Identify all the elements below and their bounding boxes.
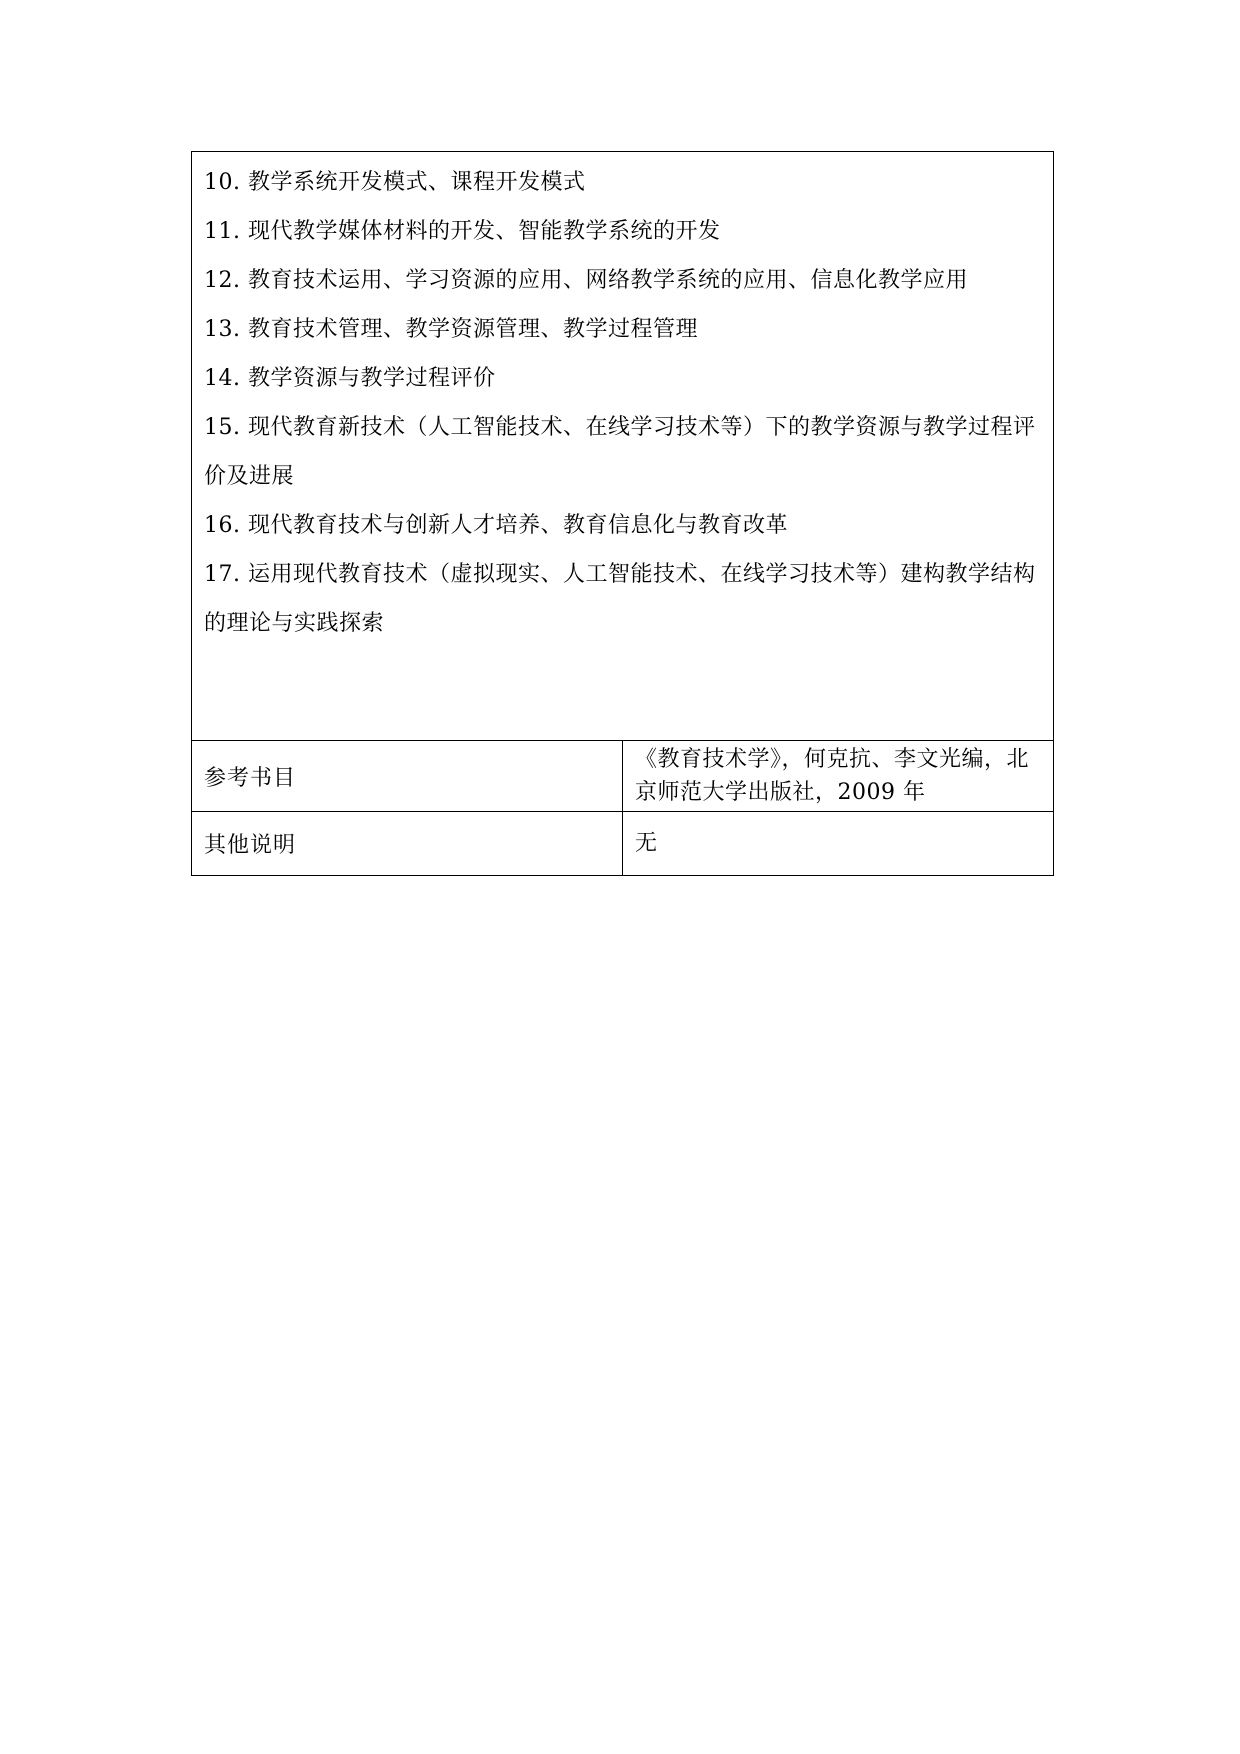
topic-item: 12. 教育技术运用、学习资源的应用、网络教学系统的应用、信息化教学应用 (204, 268, 968, 293)
topic-item: 11. 现代教学媒体材料的开发、智能教学系统的开发 (204, 219, 721, 244)
topic-item: 14. 教学资源与教学过程评价 (204, 366, 496, 391)
topics-row (192, 152, 1054, 741)
reference-row (192, 741, 1054, 812)
topics-cell (192, 152, 1054, 741)
syllabus-table (191, 151, 1054, 876)
topics-list (192, 152, 1053, 648)
other-value: 无 (623, 812, 1054, 876)
topic-item: 13. 教育技术管理、教学资源管理、教学过程管理 (204, 317, 698, 342)
topic-item: 17. 运用现代教育技术（虚拟现实、人工智能技术、在线学习技术等）建构教学结构的理论与实践探索 (204, 562, 1036, 636)
reference-value: 《教育技术学》，何克抗、李文光编，北京师范大学出版社，2009 年 (623, 741, 1054, 812)
other-row (192, 812, 1054, 876)
topic-item: 15. 现代教育新技术（人工智能技术、在线学习技术等）下的教学资源与教学过程评价及进展 (204, 415, 1036, 489)
other-label: 其他说明 (192, 812, 623, 876)
topic-item: 16. 现代教育技术与创新人才培养、教育信息化与教育改革 (204, 513, 788, 538)
topic-item: 10. 教学系统开发模式、课程开发模式 (204, 170, 586, 195)
reference-label: 参考书目 (192, 741, 623, 812)
